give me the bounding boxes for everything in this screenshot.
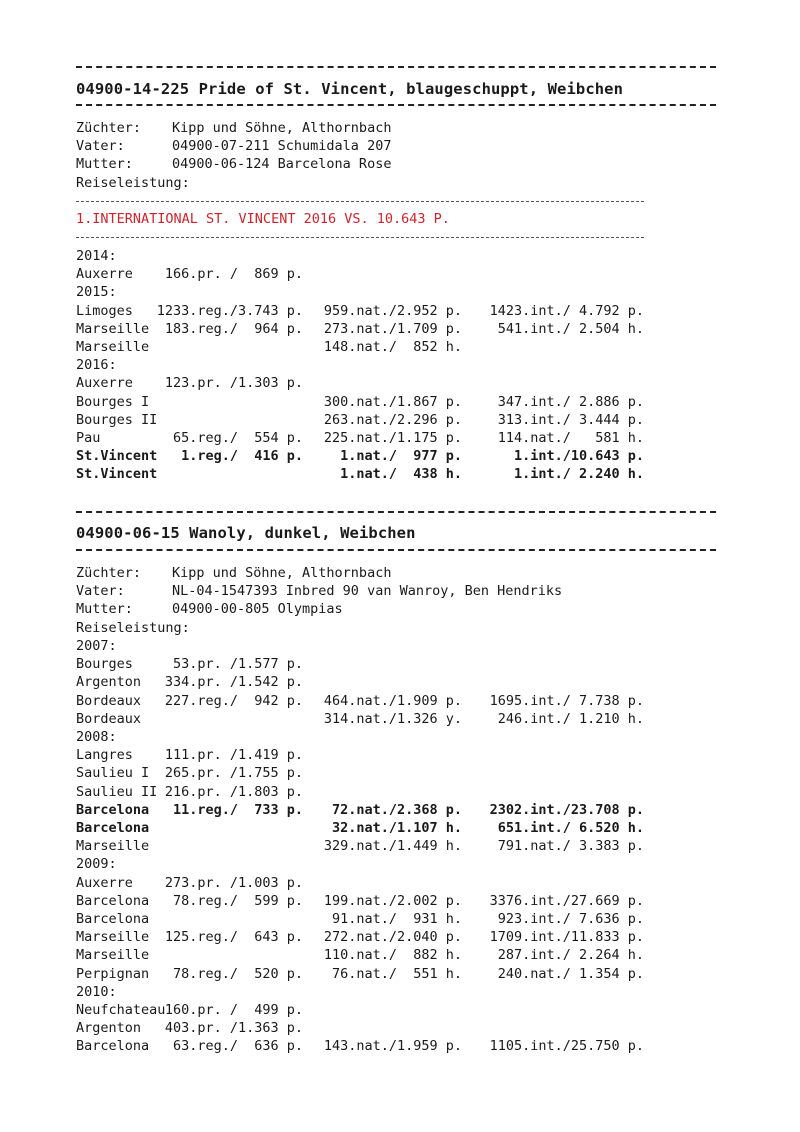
- result-row: [76, 1001, 644, 1019]
- result-row: [76, 393, 644, 411]
- race-name: Saulieu II: [76, 783, 158, 800]
- result-row: [76, 411, 644, 429]
- race-name: Barcelona: [76, 892, 150, 909]
- race-name: Marseille: [76, 929, 150, 946]
- international-result: 287.int./ 2.264 h.: [497, 947, 644, 964]
- international-result: 1423.int./ 4.792 p.: [489, 302, 644, 319]
- international-result: 114.nat./ 581 h.: [497, 430, 644, 446]
- info-label: Mutter:: [76, 156, 133, 173]
- national-result: 148.nat./ 852 h.: [323, 339, 462, 355]
- international-result: 1.int./ 2.240 h.: [513, 466, 644, 483]
- regional-result: 227.reg./ 942 p.: [164, 692, 303, 709]
- race-name: Marseille: [76, 320, 150, 337]
- race-name: 2008:: [76, 729, 117, 745]
- race-name: Bourges I: [76, 393, 150, 410]
- national-result: 110.nat./ 882 h.: [323, 947, 462, 964]
- regional-result: 65.reg./ 554 p.: [172, 430, 303, 446]
- race-name: 2010:: [76, 983, 117, 1000]
- result-row: [76, 265, 644, 283]
- result-row: [76, 320, 644, 338]
- national-result: 1.nat./ 977 p.: [340, 448, 462, 465]
- regional-result: 160.pr. / 499 p.: [164, 1002, 303, 1018]
- result-row: [76, 429, 644, 447]
- international-result: 313.int./ 3.444 p.: [497, 411, 644, 428]
- result-row: [76, 728, 644, 746]
- regional-result: 11.reg./ 733 p.: [172, 801, 303, 818]
- international-result: 347.int./ 2.886 p.: [497, 393, 644, 410]
- result-row: [76, 338, 644, 356]
- regional-result: 273.pr. /1.003 p.: [164, 874, 303, 891]
- race-name: 2014:: [76, 248, 117, 264]
- international-result: 651.int./ 6.520 h.: [497, 820, 644, 836]
- result-row: [76, 356, 644, 374]
- regional-result: 63.reg./ 636 p.: [172, 1038, 303, 1055]
- international-result: 2302.int./23.708 p.: [489, 801, 644, 818]
- race-name: Bordeaux: [76, 710, 142, 727]
- result-row: [76, 447, 644, 465]
- info-label: Reiseleistung:: [76, 174, 190, 191]
- result-row: [76, 465, 644, 483]
- result-row: [76, 247, 644, 265]
- result-row: [76, 374, 644, 392]
- national-result: 143.nat./1.959 p.: [323, 1038, 462, 1055]
- international-result: 1.int./10.643 p.: [513, 448, 644, 465]
- result-row: [76, 1019, 644, 1037]
- race-name: 2009:: [76, 856, 117, 873]
- light-divider: [76, 237, 644, 238]
- race-name: Barcelona: [76, 801, 150, 818]
- national-result: 300.nat./1.867 p.: [323, 393, 462, 410]
- regional-result: 78.reg./ 520 p.: [172, 965, 303, 982]
- national-result: 959.nat./2.952 p.: [323, 302, 462, 319]
- international-result: 246.int./ 1.210 h.: [497, 710, 644, 727]
- result-row: [76, 710, 644, 728]
- race-name: 2007:: [76, 638, 117, 654]
- national-result: 329.nat./1.449 h.: [323, 838, 462, 855]
- result-row: [76, 637, 644, 655]
- result-row: [76, 746, 644, 764]
- national-result: 1.nat./ 438 h.: [340, 466, 462, 483]
- light-divider: [76, 201, 644, 202]
- race-name: St.Vincent: [76, 466, 158, 483]
- heavy-divider: [76, 104, 716, 106]
- national-result: 464.nat./1.909 p.: [323, 692, 462, 709]
- result-row: [76, 946, 644, 964]
- regional-result: 78.reg./ 599 p.: [172, 892, 303, 909]
- race-name: Langres: [76, 747, 133, 764]
- race-name: Auxerre: [76, 266, 133, 283]
- national-result: 76.nat./ 551 h.: [331, 965, 462, 982]
- regional-result: 125.reg./ 643 p.: [164, 929, 303, 946]
- race-name: Neufchateau: [76, 1002, 166, 1018]
- result-row: [76, 283, 644, 301]
- race-name: Marseille: [76, 838, 150, 855]
- race-name: Limoges: [76, 302, 133, 319]
- info-label: Züchter:: [76, 565, 142, 581]
- regional-result: 1233.reg./3.743 p.: [156, 302, 303, 319]
- info-label: Züchter:: [76, 120, 142, 136]
- national-result: 32.nat./1.107 h.: [331, 820, 462, 836]
- result-row: [76, 783, 644, 801]
- national-result: 225.nat./1.175 p.: [323, 430, 462, 446]
- section1-title: 04900-14-225 Pride of St. Vincent, blaugeschuppt, Weibchen: [76, 80, 624, 98]
- international-result: 923.int./ 7.636 p.: [497, 911, 644, 927]
- national-result: 273.nat./1.709 p.: [323, 320, 462, 337]
- result-row: [76, 837, 644, 855]
- international-result: 791.nat./ 3.383 p.: [497, 838, 644, 855]
- race-name: Auxerre: [76, 874, 133, 891]
- regional-result: 1.reg./ 416 p.: [181, 448, 303, 465]
- result-row: [76, 892, 644, 910]
- info-value: 04900-07-211 Schumidala 207: [172, 138, 392, 155]
- national-result: 272.nat./2.040 p.: [323, 929, 462, 946]
- race-name: Bordeaux: [76, 692, 142, 709]
- info-value: Kipp und Söhne, Althornbach: [172, 120, 392, 136]
- race-name: 2015:: [76, 284, 117, 301]
- national-result: 199.nat./2.002 p.: [323, 892, 462, 909]
- result-row: [76, 910, 644, 928]
- section2-title: 04900-06-15 Wanoly, dunkel, Weibchen: [76, 524, 416, 542]
- info-value: 04900-00-805 Olympias: [172, 601, 343, 618]
- race-name: Bourges II: [76, 411, 158, 428]
- result-row: [76, 855, 644, 873]
- race-name: St.Vincent: [76, 448, 158, 465]
- result-row: [76, 965, 644, 983]
- result-row: [76, 655, 644, 673]
- race-name: 2016:: [76, 357, 117, 374]
- result-row: [76, 673, 644, 691]
- regional-result: 166.pr. / 869 p.: [164, 266, 303, 283]
- race-name: Marseille: [76, 947, 150, 964]
- info-label: Mutter:: [76, 601, 133, 618]
- regional-result: 334.pr. /1.542 p.: [164, 674, 303, 691]
- info-label: Vater:: [76, 138, 125, 155]
- regional-result: 53.pr. /1.577 p.: [172, 656, 303, 673]
- regional-result: 183.reg./ 964 p.: [164, 320, 303, 337]
- race-name: Marseille: [76, 339, 150, 355]
- result-row: [76, 1037, 644, 1055]
- info-value: Kipp und Söhne, Althornbach: [172, 565, 392, 581]
- result-row: [76, 928, 644, 946]
- regional-result: 111.pr. /1.419 p.: [164, 747, 303, 764]
- regional-result: 403.pr. /1.363 p.: [164, 1020, 303, 1037]
- international-result: 1709.int./11.833 p.: [489, 929, 644, 946]
- regional-result: 123.pr. /1.303 p.: [164, 375, 303, 392]
- national-result: 91.nat./ 931 h.: [331, 911, 462, 927]
- info-label: Reiseleistung:: [76, 619, 190, 636]
- result-row: [76, 819, 644, 837]
- regional-result: 216.pr. /1.803 p.: [164, 783, 303, 800]
- international-result: 3376.int./27.669 p.: [489, 892, 644, 909]
- national-result: 314.nat./1.326 y.: [323, 710, 462, 727]
- info-value: 04900-06-124 Barcelona Rose: [172, 156, 392, 173]
- info-value: NL-04-1547393 Inbred 90 van Wanroy, Ben Hendriks: [172, 583, 563, 600]
- race-name: Barcelona: [76, 820, 150, 836]
- international-result: 541.int./ 2.504 h.: [497, 320, 644, 337]
- regional-result: 265.pr. /1.755 p.: [164, 765, 303, 782]
- race-name: Perpignan: [76, 965, 150, 982]
- national-result: 72.nat./2.368 p.: [331, 801, 462, 818]
- race-name: Argenton: [76, 674, 142, 691]
- race-name: Bourges: [76, 656, 133, 673]
- international-result: 1695.int./ 7.738 p.: [489, 692, 644, 709]
- race-name: Barcelona: [76, 911, 150, 927]
- race-name: Pau: [76, 430, 101, 446]
- result-row: [76, 874, 644, 892]
- result-row: [76, 692, 644, 710]
- result-row: [76, 983, 644, 1001]
- national-result: 263.nat./2.296 p.: [323, 411, 462, 428]
- race-name: Auxerre: [76, 375, 133, 392]
- info-label: Vater:: [76, 583, 125, 600]
- race-name: Barcelona: [76, 1038, 150, 1055]
- international-result: 1105.int./25.750 p.: [489, 1038, 644, 1055]
- heavy-divider: [76, 549, 716, 551]
- heavy-divider: [76, 66, 716, 68]
- result-row: [76, 302, 644, 320]
- result-row: [76, 801, 644, 819]
- race-name: Argenton: [76, 1020, 142, 1037]
- result-row: [76, 764, 644, 782]
- international-result: 240.nat./ 1.354 p.: [497, 965, 644, 982]
- section1-highlight: 1.INTERNATIONAL ST. VINCENT 2016 VS. 10.643 P.: [76, 211, 450, 227]
- heavy-divider: [76, 511, 716, 513]
- race-name: Saulieu I: [76, 765, 150, 782]
